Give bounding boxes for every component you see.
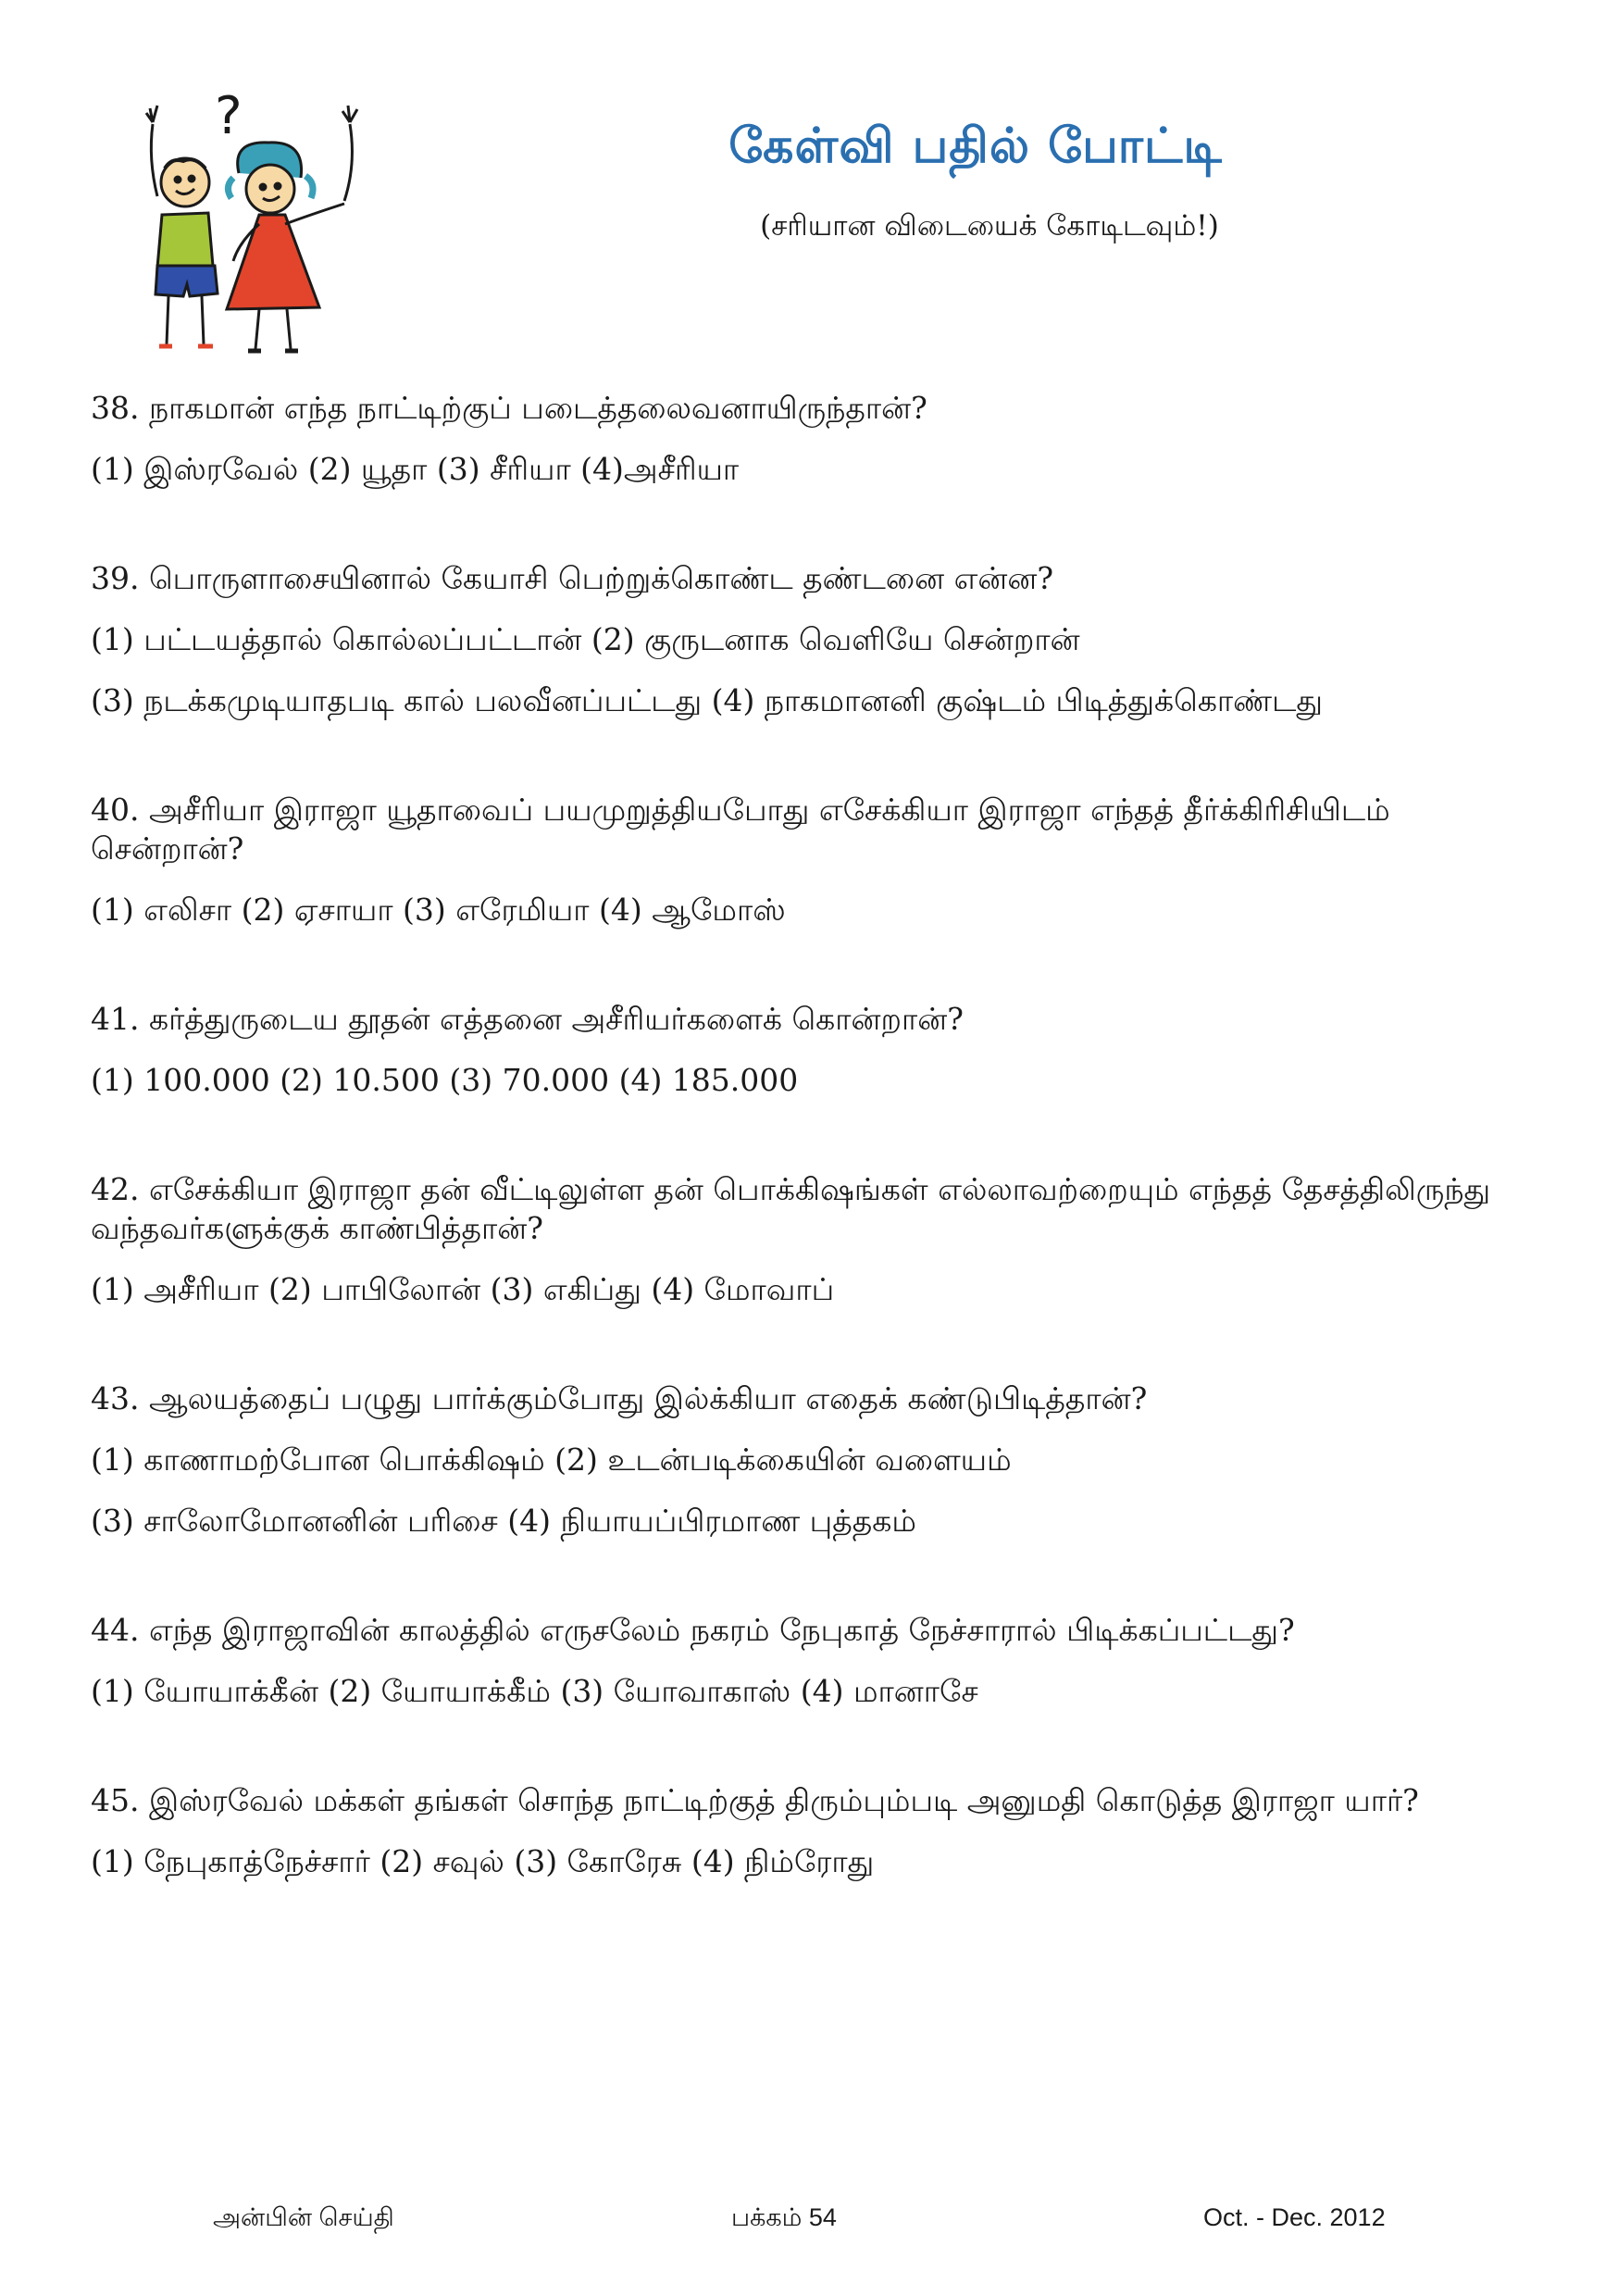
answer-options: (1) நேபுகாத்நேச்சார் (2) சவுல் (3) கோரேசு (4) நிம்ரோது — [91, 1843, 875, 1879]
question-text: 45. இஸ்ரவேல் மக்கள் தங்கள் சொந்த நாட்டிற்குத் திரும்பும்படி அனுமதி கொடுத்த இராஜா யார்? — [91, 1782, 1419, 1818]
footer-issue-date: Oct. - Dec. 2012 — [1203, 2203, 1386, 2231]
question-text: 43. ஆலயத்தைப் பழுது பார்க்கும்போது இல்க்கியா எதைக் கண்டுபிடித்தான்? — [91, 1380, 1148, 1416]
question-42 — [91, 1170, 1535, 1309]
question-text: 39. பொருளாசையினால் கேயாசி பெற்றுக்கொண்ட தண்டனை என்ன? — [91, 560, 1054, 596]
footer-magazine-name: அன்பின் செய்தி — [213, 2203, 394, 2231]
question-text: 41. கர்த்துருடைய தூதன் எத்தனை அசீரியர்களைக் கொன்றான்? — [91, 1001, 964, 1037]
question-40 — [91, 791, 1535, 930]
answer-options: (1) இஸ்ரவேல் (2) யூதா (3) சீரியா (4)அசீரியா — [91, 451, 740, 487]
question-43 — [91, 1379, 1535, 1541]
answer-options: (1) எலிசா (2) ஏசாயா (3) எரேமியா (4) ஆமோஸ் — [91, 892, 786, 928]
page-footer — [0, 2203, 1618, 2240]
question-44 — [91, 1611, 1535, 1711]
question-39 — [91, 559, 1535, 720]
question-45 — [91, 1781, 1535, 1881]
question-mark-icon: ? — [215, 86, 243, 146]
footer-page-number: பக்கம் 54 — [731, 2203, 837, 2231]
question-text: 42. எசேக்கியா இராஜா தன் வீட்டிலுள்ள தன் பொக்கிஷங்கள் எல்லாவற்றையும் எந்தத் தேசத்திலிருந்து வந்தவர்களுக்குக் காண்பித்தான்? — [91, 1171, 1491, 1246]
page-title: கேள்வி பதில் போட்டி — [728, 119, 1223, 174]
page-subtitle: (சரியான விடையைக் கோடிடவும்!) — [760, 209, 1219, 243]
answer-options: (3) சாலோமோனனின் பரிசை (4) நியாயப்பிரமாண புத்தகம் — [91, 1503, 916, 1539]
answer-options: (1) பட்டயத்தால் கொல்லப்பட்டான் (2) குருடனாக வெளியே சென்றான் — [91, 621, 1080, 657]
answer-options: (1) அசீரியா (2) பாபிலோன் (3) எகிப்து (4) மோவாப் — [91, 1271, 835, 1307]
answer-options: (1) யோயாக்கீன் (2) யோயாக்கீம் (3) யோவாகாஸ் (4) மானாசே — [91, 1673, 978, 1709]
answer-options: (3) நடக்கமுடியாதபடி கால் பலவீனப்பட்டது (4) நாகமானனி குஷ்டம் பிடித்துக்கொண்டது — [91, 682, 1324, 718]
question-list — [91, 389, 1535, 1952]
question-text: 40. அசீரியா இராஜா யூதாவைப் பயமுறுத்தியபோது எசேக்கியா இராஜா எந்தத் தீர்க்கிரிசியிடம் சென்றான்? — [91, 792, 1390, 867]
question-41 — [91, 1000, 1535, 1100]
question-text: 44. எந்த இராஜாவின் காலத்தில் எருசலேம் நகரம் நேபுகாத் நேச்சாரால் பிடிக்கப்பட்டது? — [91, 1612, 1295, 1648]
question-38 — [91, 389, 1535, 489]
answer-options: (1) 100.000 (2) 10.500 (3) 70.000 (4) 185.000 — [91, 1062, 799, 1098]
question-text: 38. நாகமான் எந்த நாட்டிற்குப் படைத்தலைவனாயிருந்தான்? — [91, 390, 927, 426]
answer-options: (1) காணாமற்போன பொக்கிஷம் (2) உடன்படிக்கையின் வளையம் — [91, 1441, 1012, 1478]
